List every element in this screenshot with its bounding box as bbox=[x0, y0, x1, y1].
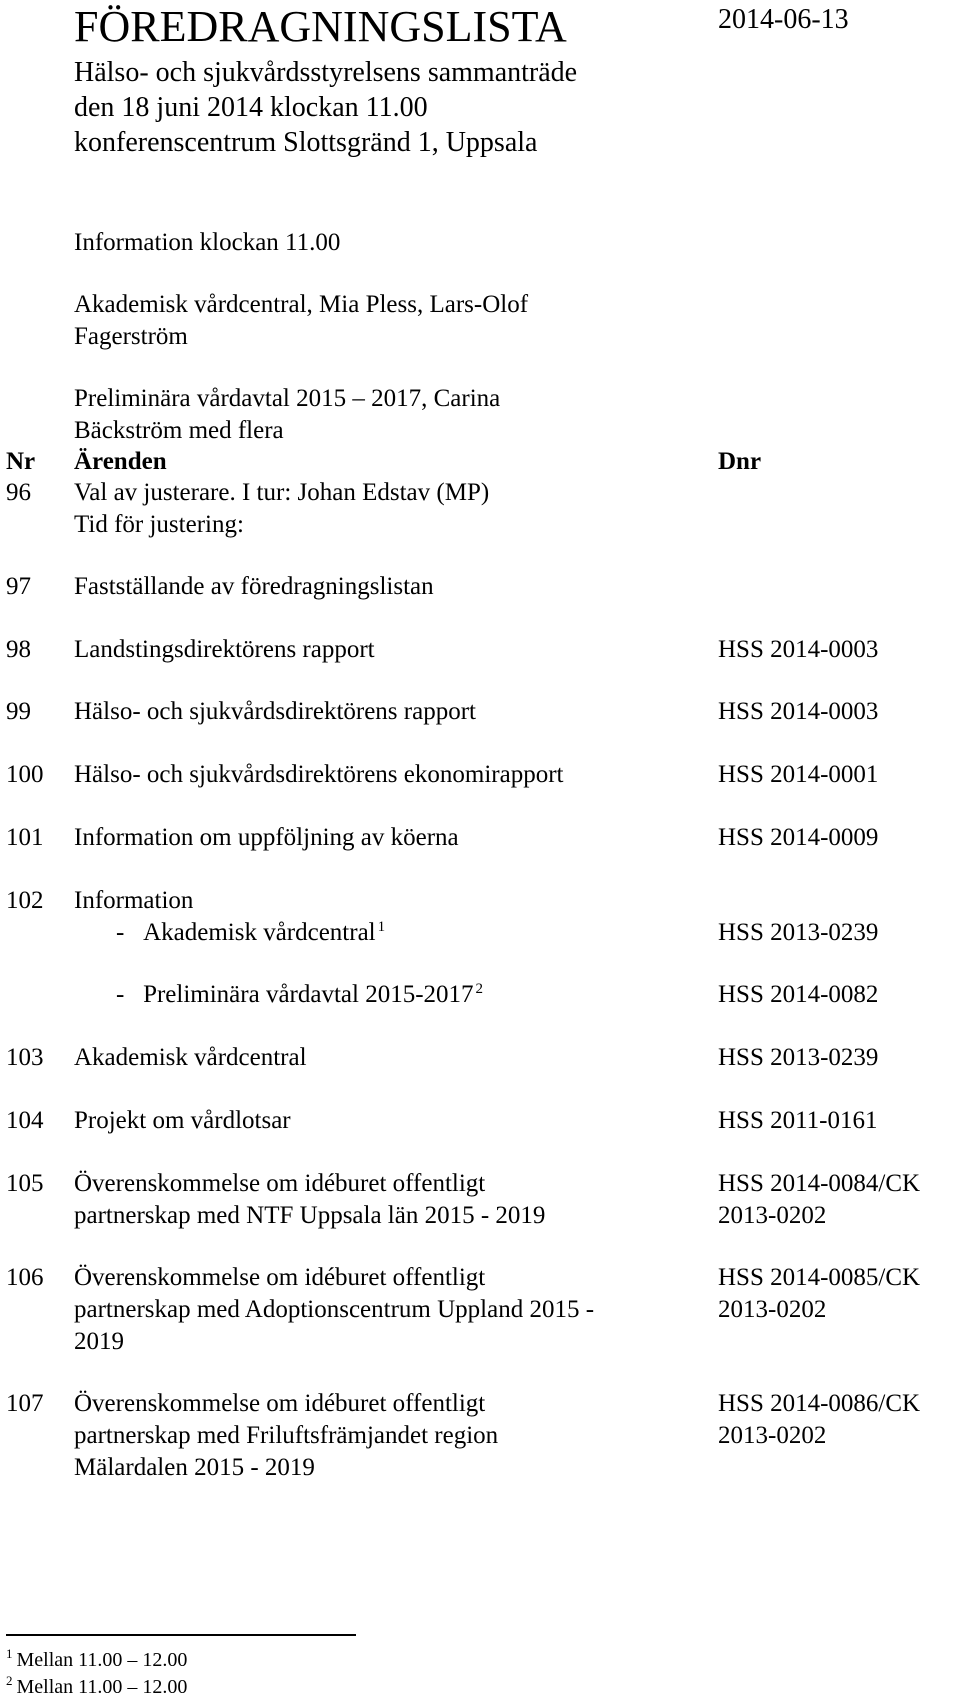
agenda-dnr-107-line-2: 2013-0202 bbox=[718, 1422, 827, 1449]
agenda-item-103: Akademisk vårdcentral bbox=[74, 1044, 307, 1071]
footnote-mark-2: 2 bbox=[6, 1673, 13, 1689]
agenda-dnr-103: HSS 2013-0239 bbox=[718, 1044, 879, 1071]
agenda-item-105-line-1: Överenskommelse om idéburet offentligt bbox=[74, 1170, 486, 1197]
list-dash: - bbox=[116, 981, 125, 1008]
agenda-item-100: Hälso- och sjukvårdsdirektörens ekonomirapport bbox=[74, 761, 564, 788]
agenda-item-107-line-2: partnerskap med Friluftsfrämjandet region bbox=[74, 1422, 499, 1449]
agenda-nr-99: 99 bbox=[6, 698, 31, 725]
info-item-2-line-2: Bäckström med flera bbox=[74, 417, 284, 444]
agenda-dnr-104: HSS 2011-0161 bbox=[718, 1107, 878, 1134]
document-date: 2014-06-13 bbox=[718, 4, 849, 35]
document-title: FÖREDRAGNINGSLISTA bbox=[74, 2, 567, 51]
agenda-subitem-102-2 bbox=[116, 978, 483, 1011]
agenda-dnr-106-line-1: HSS 2014-0085/CK bbox=[718, 1264, 921, 1291]
info-heading: Information klockan 11.00 bbox=[74, 229, 341, 256]
column-header-dnr: Dnr bbox=[718, 448, 762, 475]
footnote-text-2: Mellan 11.00 – 12.00 bbox=[16, 1676, 188, 1698]
footnote-text-1: Mellan 11.00 – 12.00 bbox=[16, 1649, 188, 1671]
agenda-item-96-line-2: Tid för justering: bbox=[74, 511, 244, 538]
agenda-nr-101: 101 bbox=[6, 824, 44, 851]
agenda-item-97: Fastställande av föredragningslistan bbox=[74, 573, 434, 600]
info-item-2-line-1: Preliminära vårdavtal 2015 – 2017, Carina bbox=[74, 385, 501, 412]
agenda-dnr-102-1: HSS 2013-0239 bbox=[718, 919, 879, 946]
agenda-subitem-102-1 bbox=[116, 916, 385, 949]
agenda-dnr-105-line-1: HSS 2014-0084/CK bbox=[718, 1170, 921, 1197]
agenda-dnr-102-2: HSS 2014-0082 bbox=[718, 981, 879, 1008]
agenda-item-99: Hälso- och sjukvårdsdirektörens rapport bbox=[74, 698, 476, 725]
agenda-nr-104: 104 bbox=[6, 1107, 44, 1134]
info-item-1-line-1: Akademisk vårdcentral, Mia Pless, Lars-Olof bbox=[74, 291, 529, 318]
agenda-nr-102: 102 bbox=[6, 887, 44, 914]
agenda-dnr-100: HSS 2014-0001 bbox=[718, 761, 879, 788]
agenda-item-106-line-2: partnerskap med Adoptionscentrum Uppland 2015 - bbox=[74, 1296, 595, 1323]
footnote-ref-1[interactable]: 1 bbox=[377, 918, 386, 935]
agenda-item-98: Landstingsdirektörens rapport bbox=[74, 636, 375, 663]
agenda-nr-105: 105 bbox=[6, 1170, 44, 1197]
agenda-item-106-line-1: Överenskommelse om idéburet offentligt bbox=[74, 1264, 486, 1291]
list-dash: - bbox=[116, 919, 125, 946]
agenda-item-107-line-1: Överenskommelse om idéburet offentligt bbox=[74, 1390, 486, 1417]
meeting-line-3: konferenscentrum Slottsgränd 1, Uppsala bbox=[74, 127, 538, 158]
subitem-text: Preliminära vårdavtal 2015-2017 bbox=[143, 981, 474, 1008]
column-header-item: Ärenden bbox=[74, 448, 167, 475]
meeting-line-2: den 18 juni 2014 klockan 11.00 bbox=[74, 92, 428, 123]
footnote-divider bbox=[6, 1634, 356, 1636]
footnote-1 bbox=[6, 1648, 187, 1672]
agenda-item-102: Information bbox=[74, 887, 194, 914]
agenda-dnr-105-line-2: 2013-0202 bbox=[718, 1202, 827, 1229]
agenda-nr-97: 97 bbox=[6, 573, 31, 600]
agenda-nr-107: 107 bbox=[6, 1390, 44, 1417]
subitem-text: Akademisk vårdcentral bbox=[143, 919, 376, 946]
agenda-dnr-106-line-2: 2013-0202 bbox=[718, 1296, 827, 1323]
agenda-nr-98: 98 bbox=[6, 636, 31, 663]
agenda-item-105-line-2: partnerskap med NTF Uppsala län 2015 - 2019 bbox=[74, 1202, 546, 1229]
agenda-item-96-line-1: Val av justerare. I tur: Johan Edstav (MP) bbox=[74, 479, 490, 506]
column-header-nr: Nr bbox=[6, 448, 36, 475]
agenda-item-104: Projekt om vårdlotsar bbox=[74, 1107, 291, 1134]
agenda-dnr-99: HSS 2014-0003 bbox=[718, 698, 879, 725]
agenda-item-106-line-3: 2019 bbox=[74, 1328, 124, 1355]
agenda-nr-103: 103 bbox=[6, 1044, 44, 1071]
footnote-mark-1: 1 bbox=[6, 1646, 13, 1662]
agenda-item-101: Information om uppföljning av köerna bbox=[74, 824, 459, 851]
info-item-1-line-2: Fagerström bbox=[74, 323, 188, 350]
agenda-dnr-101: HSS 2014-0009 bbox=[718, 824, 879, 851]
agenda-item-107-line-3: Mälardalen 2015 - 2019 bbox=[74, 1454, 315, 1481]
agenda-nr-96: 96 bbox=[6, 479, 31, 506]
agenda-dnr-107-line-1: HSS 2014-0086/CK bbox=[718, 1390, 921, 1417]
meeting-line-1: Hälso- och sjukvårdsstyrelsens sammanträde bbox=[74, 57, 578, 88]
agenda-dnr-98: HSS 2014-0003 bbox=[718, 636, 879, 663]
agenda-nr-106: 106 bbox=[6, 1264, 44, 1291]
footnote-2 bbox=[6, 1675, 187, 1699]
agenda-nr-100: 100 bbox=[6, 761, 44, 788]
footnote-ref-2[interactable]: 2 bbox=[475, 980, 484, 997]
